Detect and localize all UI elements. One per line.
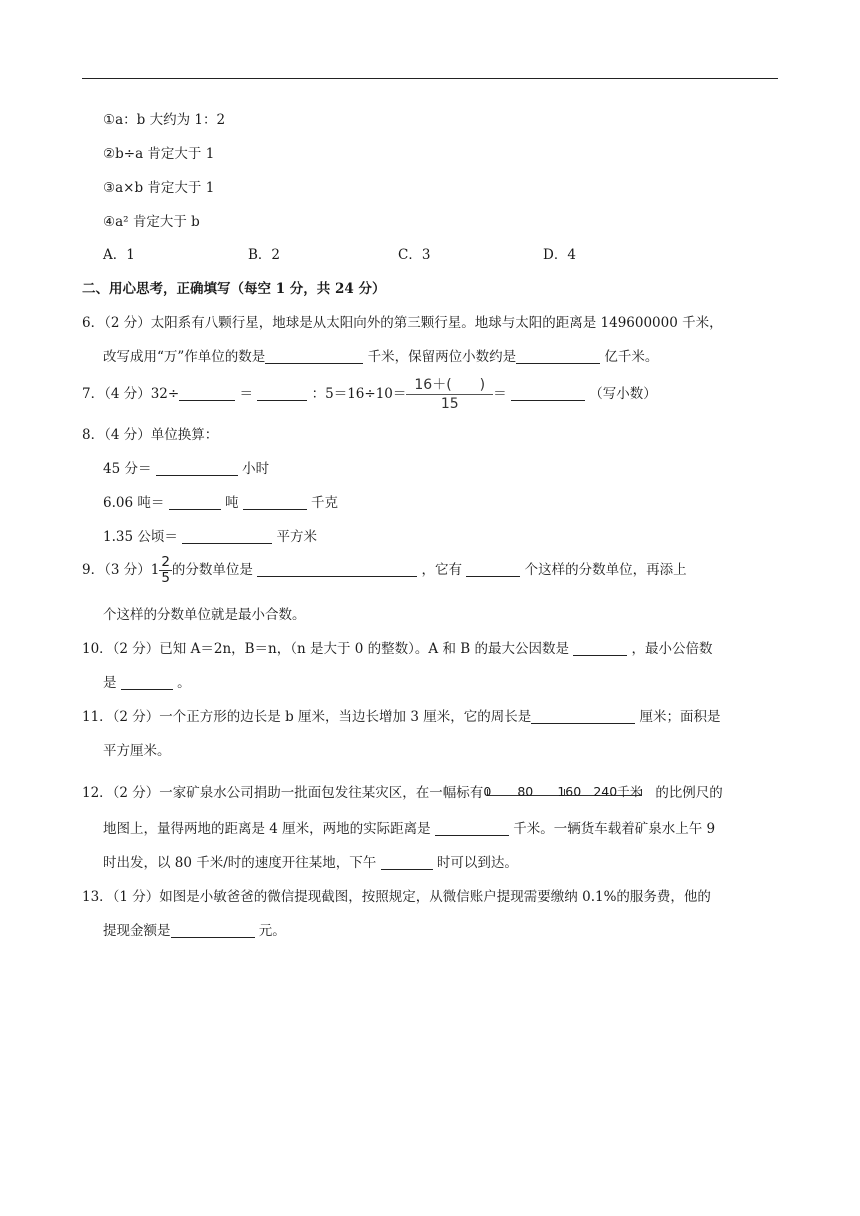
blank[interactable] bbox=[573, 641, 627, 656]
q6-line2: 改写成用“万”作单位的数是 千米，保留两位小数约是 亿千米。 bbox=[103, 349, 659, 365]
q9-line2: 个这样的分数单位就是最小合数。 bbox=[103, 607, 306, 623]
blank[interactable] bbox=[435, 821, 509, 836]
q7-line: 7．（4 分）32÷ ＝ ：5＝16÷10＝ $\frac{16+( )}{15}$ ＝ （写小数） bbox=[82, 377, 657, 412]
q8-row2: 6.06 吨＝ 吨 千克 bbox=[103, 495, 339, 511]
section-title: 二、用心思考，正确填写（每空 1 分，共 24 分） bbox=[82, 281, 386, 297]
q12-line1: 12．（2 分）一家矿泉水公司捐助一批面包发往某灾区，在一幅标有 0 80 160 240千米 的比例尺的 bbox=[82, 774, 723, 809]
blank[interactable] bbox=[257, 562, 417, 577]
q7-fraction: $\frac{16+( )}{15}$ bbox=[406, 376, 493, 413]
choice-c: C．3 bbox=[398, 247, 431, 263]
q9-line1: 9．（3 分）1 $\frac{2}{5}$ 的分数单位是 ，它有 个这样的分数单位，再添上 bbox=[82, 554, 687, 586]
option-4: ④a² 肯定大于 b bbox=[103, 214, 200, 230]
scale-label: 240千米 bbox=[593, 784, 643, 799]
blank[interactable] bbox=[182, 529, 272, 544]
scale-label: 160 bbox=[557, 784, 582, 799]
q8-row1: 45 分＝ 小时 bbox=[103, 461, 270, 477]
q10-line1: 10．（2 分）已知 A＝2n，B＝n，（n 是大于 0 的整数）。A 和 B 的最大公因数是 ，最小公倍数 bbox=[82, 641, 713, 657]
blank[interactable] bbox=[169, 495, 221, 510]
option-1: ①a：b 大约为 1：2 bbox=[103, 112, 226, 128]
q13-line2: 提现金额是 元。 bbox=[103, 923, 286, 939]
scale-label: 0 bbox=[483, 784, 492, 799]
q11-line1: 11．（2 分）一个正方形的边长是 b 厘米，当边长增加 3 厘米，它的周长是 厘米；面积是 bbox=[82, 709, 721, 725]
blank[interactable] bbox=[516, 349, 600, 364]
blank[interactable] bbox=[265, 349, 363, 364]
q8-title: 8．（4 分）单位换算： bbox=[82, 427, 219, 443]
q10-line2: 是 。 bbox=[103, 675, 191, 691]
choice-d: D．4 bbox=[543, 247, 576, 263]
choice-b: B．2 bbox=[248, 247, 281, 263]
q8-row3: 1.35 公顷＝ 平方米 bbox=[103, 529, 317, 545]
choice-a: A．1 bbox=[103, 247, 135, 263]
q13-line1: 13．（1 分）如图是小敏爸爸的微信提现截图，按照规定，从微信账户提现需要缴纳 0.1%的服务费，他的 bbox=[82, 889, 711, 905]
blank[interactable] bbox=[156, 461, 238, 476]
option-3: ③a×b 肯定大于 1 bbox=[103, 180, 215, 196]
blank[interactable] bbox=[381, 855, 433, 870]
q12-line3: 时出发，以 80 千米/时的速度开往某地，下午 时可以到达。 bbox=[103, 855, 518, 871]
blank[interactable] bbox=[257, 386, 307, 401]
header-rule bbox=[82, 78, 778, 79]
option-2: ②b÷a 肯定大于 1 bbox=[103, 146, 215, 162]
blank[interactable] bbox=[121, 675, 173, 690]
q6-line1: 6．（2 分）太阳系有八颗行星，地球是从太阳向外的第三颗行星。地球与太阳的距离是 149600000 千米， bbox=[82, 315, 723, 331]
q11-line2: 平方厘米。 bbox=[103, 743, 171, 759]
blank[interactable] bbox=[466, 562, 520, 577]
blank[interactable] bbox=[531, 709, 635, 724]
blank[interactable] bbox=[179, 386, 235, 401]
blank[interactable] bbox=[511, 386, 585, 401]
blank[interactable] bbox=[171, 923, 255, 938]
blank[interactable] bbox=[243, 495, 307, 510]
scale-bar bbox=[483, 774, 655, 806]
q12-line2: 地图上，量得两地的距离是 4 厘米，两地的实际距离是 千米。一辆货车载着矿泉水上午 9 bbox=[103, 821, 716, 837]
scale-label: 80 bbox=[517, 784, 534, 799]
q9-fraction: $\frac{2}{5}$ bbox=[161, 554, 170, 586]
